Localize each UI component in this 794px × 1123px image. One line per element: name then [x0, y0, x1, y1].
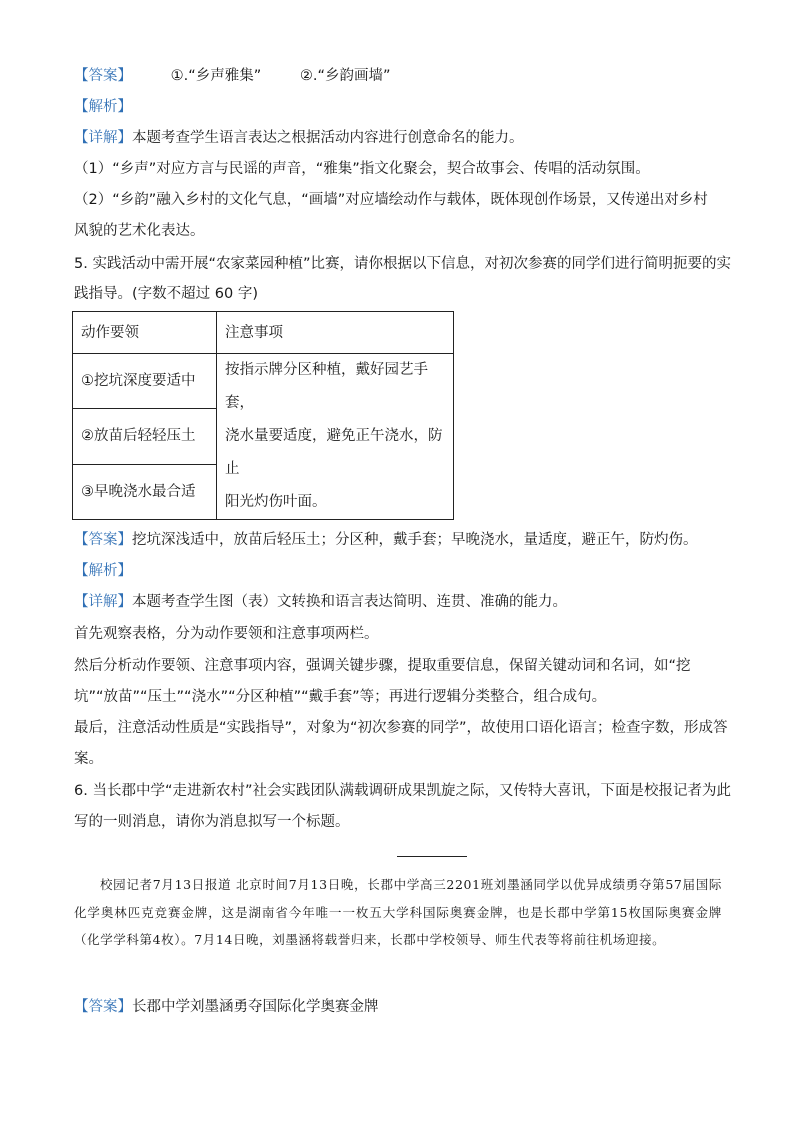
answer-option-2: ②.“乡韵画墙” — [299, 68, 391, 84]
q5-stem-line2: 践指导。(字数不超过 60 字) — [74, 286, 258, 302]
news-paragraph: 校园记者7月13日报道 北京时间7月13日晚，长郡中学高三2201班刘墨涵同学以优异成绩勇夺第57届国际化学奥林匹克竞赛金牌，这是湖南省今年唯一一枚五大学科国际奥赛金牌，也是长郡中学第15枚国际奥赛金牌（化学学科第4枚）。7月14日晚，刘墨涵将载誉归来，长郡中学校领导、师生代表等将前往机场迎接。 — [74, 877, 722, 947]
answer-tag: 【答案】 — [74, 999, 132, 1015]
analysis-tag: 【解析】 — [74, 563, 132, 579]
q5-detail-line — [74, 592, 567, 612]
q5-step-1: 首先观察表格，分为动作要领和注意事项两栏。 — [74, 626, 379, 642]
q5-step-2-line1: 然后分析动作要领、注意事项内容，强调关键步骤，提取重要信息，保留关键动词和名词，如“挖 — [74, 658, 691, 674]
title-blank — [397, 856, 467, 857]
table-cell-action-3: ③早晚浇水最合适 — [73, 464, 217, 519]
q4-detail-line — [74, 128, 524, 148]
detail-tag: 【详解】 — [74, 594, 132, 610]
q4-answer-line — [74, 66, 391, 86]
q6-stem-line2: 写的一则消息，请你为消息拟写一个标题。 — [74, 814, 350, 830]
detail-text: 本题考查学生图（表）文转换和语言表达简明、连贯、准确的能力。 — [132, 594, 567, 610]
answer-option-1: ①.“乡声雅集” — [170, 68, 262, 84]
detail-tag: 【详解】 — [74, 130, 132, 146]
notes-line-2: 浇水量要适度，避免正午浇水，防止 — [225, 428, 443, 477]
table-cell-notes — [217, 354, 454, 520]
q5-step-2-line2: 坑”“放苗”“压土”“浇水”“分区种植”“戴手套”等；再进行逻辑分类整合，组合成句。 — [74, 689, 607, 705]
q5-stem-line1: 5. 实践活动中需开展“农家菜园种植”比赛，请你根据以下信息，对初次参赛的同学们进行简明扼要的实 — [74, 256, 731, 272]
table-cell-action-1: ①挖坑深度要适中 — [73, 354, 217, 409]
table-header-action: 动作要领 — [73, 312, 217, 354]
q4-point-1: （1）“乡声”对应方言与民谣的声音，“雅集”指文化聚会，契合故事会、传唱的活动氛围。 — [74, 161, 650, 177]
notes-line-1: 按指示牌分区种植，戴好园艺手套， — [225, 362, 428, 411]
answer-tag: 【答案】 — [74, 68, 132, 84]
q4-point-2-line1: （2）“乡韵”融入乡村的文化气息，“画墙”对应墙绘动作与载体，既体现创作场景，又传递出对乡村 — [74, 192, 708, 208]
q5-step-3-line1: 最后，注意活动性质是“实践指导”，对象为“初次参赛的同学”，故使用口语化语言；检查字数，形成答 — [74, 720, 728, 736]
analysis-tag: 【解析】 — [74, 99, 132, 115]
detail-text: 本题考查学生语言表达之根据活动内容进行创意命名的能力。 — [132, 130, 524, 146]
notes-line-3: 阳光灼伤叶面。 — [225, 494, 327, 510]
table-cell-action-2: ②放苗后轻轻压土 — [73, 409, 217, 464]
q4-point-2-line2: 风貌的艺术化表达。 — [74, 223, 205, 239]
table-header-notes: 注意事项 — [217, 312, 454, 354]
q6-answer-line — [74, 997, 379, 1017]
q5-answer-line — [74, 530, 698, 550]
q6-stem-line1: 6. 当长郡中学“走进新农村”社会实践团队满载调研成果凯旋之际，又传特大喜讯，下面是校报记者为此 — [74, 783, 731, 799]
answer-text: 挖坑深浅适中，放苗后轻压土；分区种，戴手套；早晚浇水，量适度，避正午，防灼伤。 — [132, 532, 698, 548]
answer-tag: 【答案】 — [74, 532, 132, 548]
answer-text: 长郡中学刘墨涵勇夺国际化学奥赛金牌 — [132, 999, 379, 1015]
guide-table — [72, 311, 454, 520]
q5-step-3-line2: 案。 — [74, 751, 103, 767]
